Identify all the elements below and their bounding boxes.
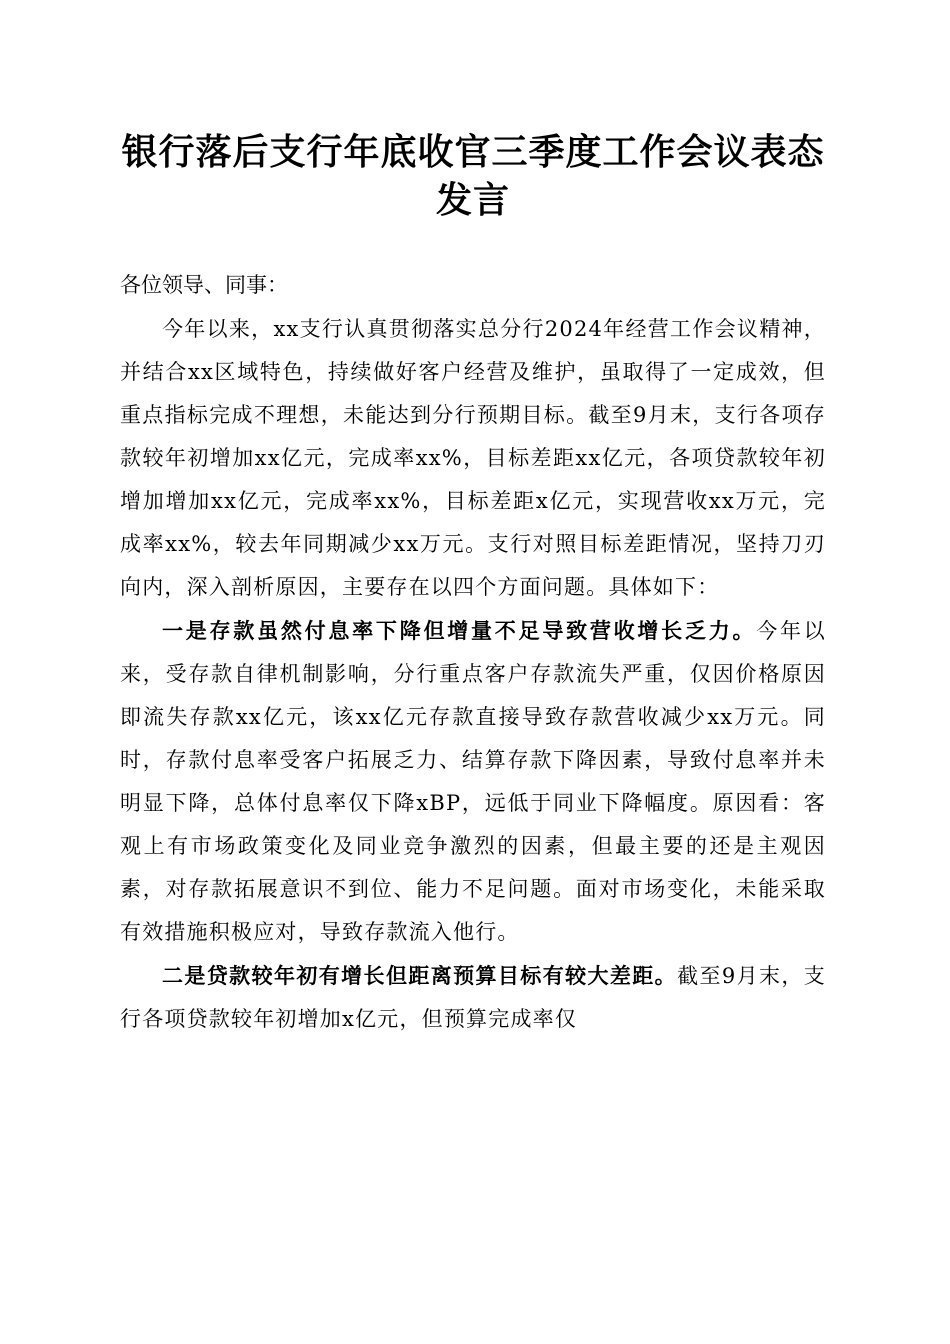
paragraph-text: 今年以来，xx支行认真贯彻落实总分行2024年经营工作会议精神，并结合xx区域特色，持续做好客户经营及维护，虽取得了一定成效，但重点指标完成不理想，未能达到分行预期目标。截至9月末，支行各项存款较年初增加xx亿元，完成率xx%，目标差距xx亿元，各项贷款较年初增加增加xx亿元，完成率xx%，目标差距x亿元，实现营收xx万元，完成率xx%，较去年同期减少xx万元。支行对照目标差距情况，坚持刀刃向内，深入剖析原因，主要存在以四个方面问题。具体如下： [120, 317, 826, 599]
paragraph-loans [120, 954, 826, 1041]
paragraph-deposits [120, 609, 826, 954]
document-page [120, 128, 826, 1041]
paragraph-lead: 一是存款虽然付息率下降但增量不足导致营收增长乏力。 [162, 618, 757, 643]
paragraph-lead: 二是贷款较年初有增长但距离预算目标有较大差距。 [162, 963, 678, 988]
paragraph-text: 今年以来，受存款自律机制影响，分行重点客户存款流失严重，仅因价格原因即流失存款xx亿元，该xx亿元存款直接导致存款营收减少xx万元。同时，存款付息率受客户拓展乏力、结算存款下降因素，导致付息率并未明显下降，总体付息率仅下降xBP，远低于同业下降幅度。原因看：客观上有市场政策变化及同业竞争激烈的因素，但最主要的还是主观因素，对存款拓展意识不到位、能力不足问题。面对市场变化，未能采取有效措施积极应对，导致存款流入他行。 [120, 619, 826, 944]
paragraph-text: 截至9月末，支行各项贷款较年初增加x亿元，但预算完成率仅 [120, 964, 826, 1031]
document-title: 银行落后支行年底收官三季度工作会议表态发言 [121, 131, 825, 221]
salutation: 各位领导、同事： [120, 273, 288, 297]
paragraph-intro [120, 307, 826, 609]
